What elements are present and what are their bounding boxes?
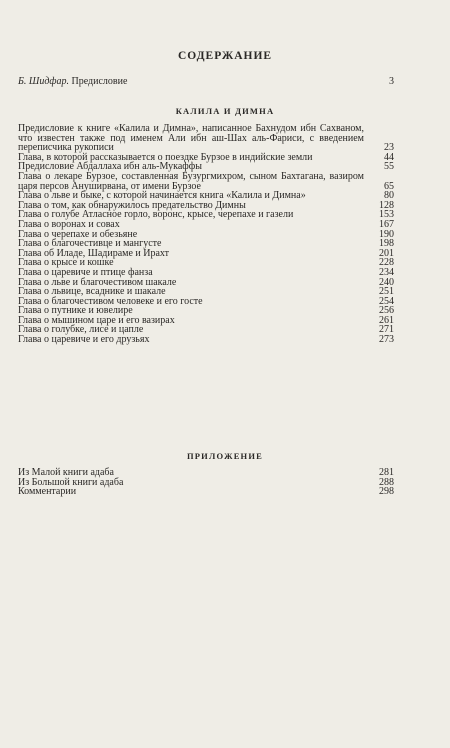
entry-title: Из Малой книги адаба <box>18 467 114 478</box>
toc-entry <box>18 487 394 497</box>
entry-title: Глава о львице, всаднике и шакале <box>18 286 166 298</box>
contents-title: СОДЕРЖАНИЕ <box>177 50 273 62</box>
entry-title: Глава о лекаре Бурзое, составленная Бузургмихром, сыном Бахтагана, вазиром царя персов Ануширвана, от имени Бурзое <box>18 170 364 192</box>
entry-title: Из Большой книги адаба <box>18 476 124 488</box>
entry-title: Глава о воронах и совах <box>18 218 120 230</box>
entry-page: 251 <box>379 286 394 298</box>
toc-entry <box>18 77 394 87</box>
entry-page: 298 <box>379 486 394 498</box>
appendix-list <box>18 468 394 497</box>
kalila-list <box>18 124 394 345</box>
front-matter-list <box>18 77 394 87</box>
entry-page: 167 <box>379 218 394 230</box>
entry-title: Глава о льве и благочестивом шакале <box>18 276 177 288</box>
toc-entry <box>18 172 394 191</box>
entry-page: 128 <box>379 199 394 211</box>
entry-page: 240 <box>379 276 394 288</box>
entry-page: 190 <box>379 228 394 240</box>
entry-title: Глава, в которой рассказывается о поездке Бурзое в индийские земли <box>18 151 313 163</box>
entry-title: Глава о царевиче и его друзьях <box>18 334 150 346</box>
entry-page: 254 <box>379 295 394 307</box>
entry-page: 273 <box>379 334 394 346</box>
entry-title: Глава о голубке, лисе и цапле <box>18 324 144 336</box>
entry-page: 65 <box>384 180 394 192</box>
entry-page: 80 <box>384 190 394 202</box>
toc-entry <box>18 335 394 345</box>
entry-title: Глава о благочестивце и мангусте <box>18 238 162 250</box>
entry-page: 228 <box>379 257 394 269</box>
entry-page: 261 <box>379 314 394 326</box>
entry-title: Глава о царевиче и птице фанза <box>18 266 153 278</box>
section-heading-kalila: КАЛИЛА И ДИМНА <box>175 106 275 116</box>
entry-author: Б. Шидфар. <box>18 76 69 87</box>
entry-title: Глава о голубе Атласное горло, воронс, крысе, черепахе и газели <box>18 209 294 221</box>
entry-page: 3 <box>389 76 394 87</box>
entry-title: Глава об Иладе, Шадираме и Ирахт <box>18 247 170 259</box>
entry-title: Предисловие <box>69 76 128 87</box>
entry-title: Предисловие Абдаллаха ибн аль-Мукаффы <box>18 161 202 173</box>
entry-page: 44 <box>384 151 394 163</box>
entry-page: 234 <box>379 266 394 278</box>
entry-title: Глава о том, как обнаружилось предательство Димны <box>18 199 246 211</box>
entry-title: Глава о благочестивом человеке и его госте <box>18 295 203 307</box>
entry-title: Глава о мышином царе и его вазирах <box>18 314 175 326</box>
entry-title: Комментарии <box>18 486 77 498</box>
entry-page: 271 <box>379 324 394 336</box>
entry-page: 288 <box>379 476 394 488</box>
entry-title: Предисловие к книге «Калила и Димна», написанное Бахнудом ибн Сахваном, что известен также под именем Али ибн аш-Шах аль-Фариси, с введением переписчика рукописи <box>18 123 364 154</box>
toc-entry <box>18 124 394 153</box>
entry-title: Глава о путнике и ювелире <box>18 305 133 317</box>
entry-page: 23 <box>384 142 394 154</box>
entry-page: 201 <box>379 247 394 259</box>
entry-page: 198 <box>379 238 394 250</box>
entry-title: Глава о черепахе и обезьяне <box>18 228 138 240</box>
entry-title: Глава о льве и быке, с которой начинается книга «Калила и Димна» <box>18 190 306 202</box>
entry-page: 256 <box>379 305 394 317</box>
entry-page: 55 <box>384 161 394 173</box>
entry-title: Глава о крысе и кошке <box>18 257 114 269</box>
entry-page: 281 <box>379 467 394 478</box>
entry-page: 153 <box>379 209 394 221</box>
section-heading-appendix: ПРИЛОЖЕНИЕ <box>186 451 264 461</box>
